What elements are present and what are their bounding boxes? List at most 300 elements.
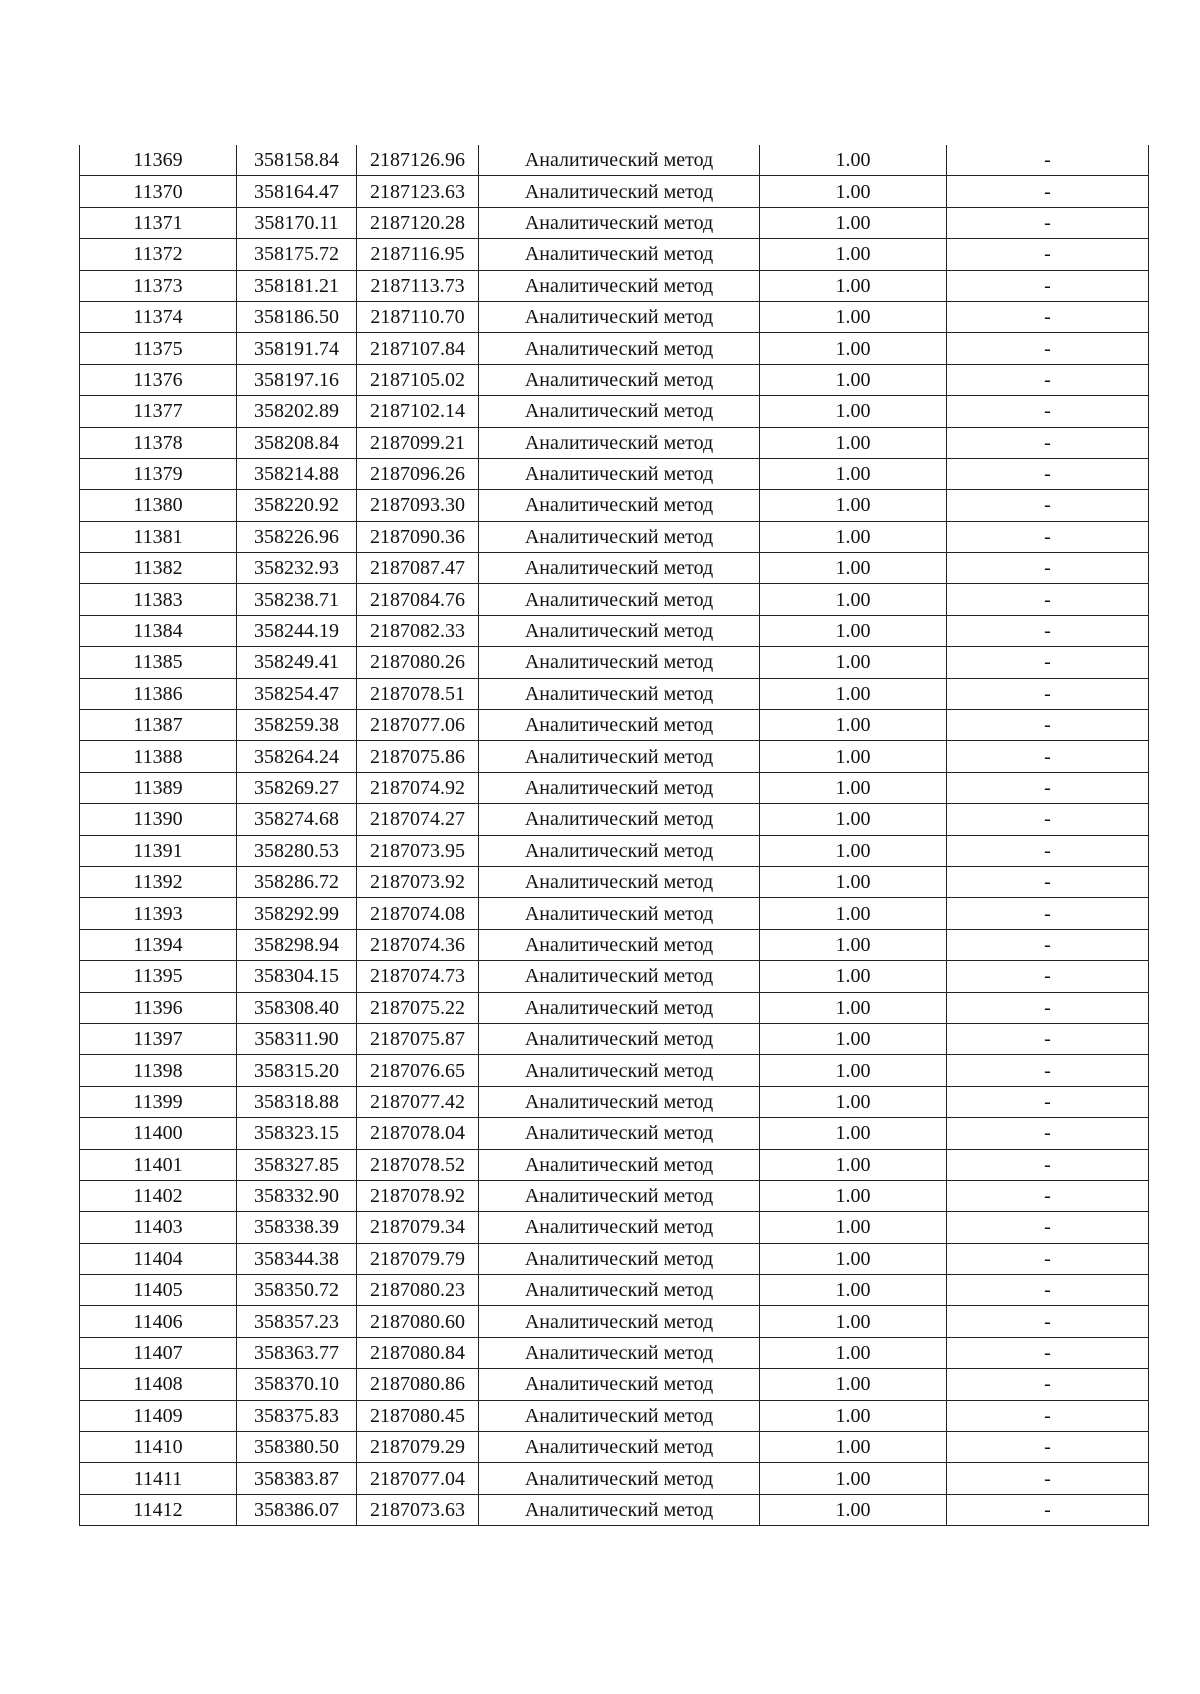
y-coordinate-cell: 2187080.26 <box>357 647 479 678</box>
accuracy-cell: 1.00 <box>760 270 947 301</box>
accuracy-cell: 1.00 <box>760 1212 947 1243</box>
description-cell: - <box>947 427 1149 458</box>
point-number-cell: 11391 <box>80 835 237 866</box>
point-number-cell: 11389 <box>80 772 237 803</box>
accuracy-cell: 1.00 <box>760 1337 947 1368</box>
point-number-cell: 11371 <box>80 207 237 238</box>
description-cell: - <box>947 1494 1149 1525</box>
x-coordinate-cell: 358202.89 <box>237 396 357 427</box>
description-cell: - <box>947 1400 1149 1431</box>
method-cell: Аналитический метод <box>479 741 760 772</box>
table-row <box>80 898 1149 929</box>
description-cell: - <box>947 866 1149 897</box>
table-row <box>80 396 1149 427</box>
x-coordinate-cell: 358208.84 <box>237 427 357 458</box>
table-row <box>80 1463 1149 1494</box>
point-number-cell: 11369 <box>80 145 237 176</box>
y-coordinate-cell: 2187073.95 <box>357 835 479 866</box>
method-cell: Аналитический метод <box>479 898 760 929</box>
description-cell: - <box>947 835 1149 866</box>
description-cell: - <box>947 710 1149 741</box>
description-cell: - <box>947 1149 1149 1180</box>
x-coordinate-cell: 358175.72 <box>237 239 357 270</box>
x-coordinate-cell: 358197.16 <box>237 364 357 395</box>
method-cell: Аналитический метод <box>479 239 760 270</box>
x-coordinate-cell: 358280.53 <box>237 835 357 866</box>
point-number-cell: 11375 <box>80 333 237 364</box>
method-cell: Аналитический метод <box>479 584 760 615</box>
point-number-cell: 11390 <box>80 804 237 835</box>
table-row <box>80 490 1149 521</box>
method-cell: Аналитический метод <box>479 176 760 207</box>
table-row <box>80 427 1149 458</box>
table-row <box>80 584 1149 615</box>
x-coordinate-cell: 358357.23 <box>237 1306 357 1337</box>
y-coordinate-cell: 2187096.26 <box>357 458 479 489</box>
y-coordinate-cell: 2187080.60 <box>357 1306 479 1337</box>
accuracy-cell: 1.00 <box>760 866 947 897</box>
point-number-cell: 11392 <box>80 866 237 897</box>
point-number-cell: 11412 <box>80 1494 237 1525</box>
description-cell: - <box>947 1055 1149 1086</box>
method-cell: Аналитический метод <box>479 207 760 238</box>
x-coordinate-cell: 358286.72 <box>237 866 357 897</box>
description-cell: - <box>947 1337 1149 1368</box>
accuracy-cell: 1.00 <box>760 333 947 364</box>
method-cell: Аналитический метод <box>479 521 760 552</box>
y-coordinate-cell: 2187082.33 <box>357 615 479 646</box>
method-cell: Аналитический метод <box>479 270 760 301</box>
description-cell: - <box>947 1023 1149 1054</box>
x-coordinate-cell: 358304.15 <box>237 961 357 992</box>
point-number-cell: 11379 <box>80 458 237 489</box>
y-coordinate-cell: 2187120.28 <box>357 207 479 238</box>
accuracy-cell: 1.00 <box>760 992 947 1023</box>
table-row <box>80 1023 1149 1054</box>
x-coordinate-cell: 358383.87 <box>237 1463 357 1494</box>
description-cell: - <box>947 301 1149 332</box>
accuracy-cell: 1.00 <box>760 584 947 615</box>
description-cell: - <box>947 1180 1149 1211</box>
point-number-cell: 11373 <box>80 270 237 301</box>
accuracy-cell: 1.00 <box>760 521 947 552</box>
point-number-cell: 11397 <box>80 1023 237 1054</box>
accuracy-cell: 1.00 <box>760 1306 947 1337</box>
accuracy-cell: 1.00 <box>760 1180 947 1211</box>
description-cell: - <box>947 553 1149 584</box>
point-number-cell: 11407 <box>80 1337 237 1368</box>
point-number-cell: 11411 <box>80 1463 237 1494</box>
point-number-cell: 11376 <box>80 364 237 395</box>
method-cell: Аналитический метод <box>479 1337 760 1368</box>
x-coordinate-cell: 358226.96 <box>237 521 357 552</box>
x-coordinate-cell: 358249.41 <box>237 647 357 678</box>
x-coordinate-cell: 358264.24 <box>237 741 357 772</box>
point-number-cell: 11382 <box>80 553 237 584</box>
y-coordinate-cell: 2187074.73 <box>357 961 479 992</box>
method-cell: Аналитический метод <box>479 929 760 960</box>
coordinates-table-body <box>80 145 1149 1526</box>
table-row <box>80 1432 1149 1463</box>
method-cell: Аналитический метод <box>479 1369 760 1400</box>
y-coordinate-cell: 2187073.63 <box>357 1494 479 1525</box>
point-number-cell: 11385 <box>80 647 237 678</box>
description-cell: - <box>947 458 1149 489</box>
accuracy-cell: 1.00 <box>760 427 947 458</box>
description-cell: - <box>947 396 1149 427</box>
point-number-cell: 11396 <box>80 992 237 1023</box>
description-cell: - <box>947 1306 1149 1337</box>
point-number-cell: 11406 <box>80 1306 237 1337</box>
x-coordinate-cell: 358338.39 <box>237 1212 357 1243</box>
point-number-cell: 11409 <box>80 1400 237 1431</box>
method-cell: Аналитический метод <box>479 615 760 646</box>
table-row <box>80 1118 1149 1149</box>
point-number-cell: 11370 <box>80 176 237 207</box>
y-coordinate-cell: 2187102.14 <box>357 396 479 427</box>
y-coordinate-cell: 2187077.06 <box>357 710 479 741</box>
table-row <box>80 992 1149 1023</box>
x-coordinate-cell: 358332.90 <box>237 1180 357 1211</box>
table-row <box>80 1494 1149 1525</box>
table-row <box>80 1400 1149 1431</box>
accuracy-cell: 1.00 <box>760 1494 947 1525</box>
method-cell: Аналитический метод <box>479 866 760 897</box>
table-row <box>80 647 1149 678</box>
accuracy-cell: 1.00 <box>760 364 947 395</box>
x-coordinate-cell: 358375.83 <box>237 1400 357 1431</box>
accuracy-cell: 1.00 <box>760 458 947 489</box>
description-cell: - <box>947 741 1149 772</box>
method-cell: Аналитический метод <box>479 301 760 332</box>
description-cell: - <box>947 364 1149 395</box>
table-row <box>80 333 1149 364</box>
method-cell: Аналитический метод <box>479 804 760 835</box>
point-number-cell: 11377 <box>80 396 237 427</box>
description-cell: - <box>947 1086 1149 1117</box>
y-coordinate-cell: 2187105.02 <box>357 364 479 395</box>
method-cell: Аналитический метод <box>479 992 760 1023</box>
y-coordinate-cell: 2187074.08 <box>357 898 479 929</box>
accuracy-cell: 1.00 <box>760 1432 947 1463</box>
y-coordinate-cell: 2187073.92 <box>357 866 479 897</box>
method-cell: Аналитический метод <box>479 1243 760 1274</box>
y-coordinate-cell: 2187079.34 <box>357 1212 479 1243</box>
description-cell: - <box>947 1118 1149 1149</box>
point-number-cell: 11394 <box>80 929 237 960</box>
method-cell: Аналитический метод <box>479 1118 760 1149</box>
table-row <box>80 458 1149 489</box>
accuracy-cell: 1.00 <box>760 1118 947 1149</box>
point-number-cell: 11395 <box>80 961 237 992</box>
table-row <box>80 1086 1149 1117</box>
accuracy-cell: 1.00 <box>760 1149 947 1180</box>
x-coordinate-cell: 358292.99 <box>237 898 357 929</box>
y-coordinate-cell: 2187099.21 <box>357 427 479 458</box>
point-number-cell: 11398 <box>80 1055 237 1086</box>
x-coordinate-cell: 358327.85 <box>237 1149 357 1180</box>
description-cell: - <box>947 1369 1149 1400</box>
method-cell: Аналитический метод <box>479 333 760 364</box>
method-cell: Аналитический метод <box>479 1275 760 1306</box>
x-coordinate-cell: 358323.15 <box>237 1118 357 1149</box>
table-row <box>80 1243 1149 1274</box>
method-cell: Аналитический метод <box>479 1494 760 1525</box>
accuracy-cell: 1.00 <box>760 961 947 992</box>
table-row <box>80 270 1149 301</box>
x-coordinate-cell: 358244.19 <box>237 615 357 646</box>
method-cell: Аналитический метод <box>479 1432 760 1463</box>
accuracy-cell: 1.00 <box>760 804 947 835</box>
method-cell: Аналитический метод <box>479 1086 760 1117</box>
table-row <box>80 866 1149 897</box>
description-cell: - <box>947 678 1149 709</box>
table-row <box>80 1306 1149 1337</box>
x-coordinate-cell: 358232.93 <box>237 553 357 584</box>
point-number-cell: 11380 <box>80 490 237 521</box>
point-number-cell: 11399 <box>80 1086 237 1117</box>
point-number-cell: 11402 <box>80 1180 237 1211</box>
method-cell: Аналитический метод <box>479 1400 760 1431</box>
description-cell: - <box>947 176 1149 207</box>
point-number-cell: 11378 <box>80 427 237 458</box>
y-coordinate-cell: 2187107.84 <box>357 333 479 364</box>
x-coordinate-cell: 358158.84 <box>237 145 357 176</box>
y-coordinate-cell: 2187116.95 <box>357 239 479 270</box>
accuracy-cell: 1.00 <box>760 678 947 709</box>
point-number-cell: 11384 <box>80 615 237 646</box>
table-row <box>80 835 1149 866</box>
x-coordinate-cell: 358269.27 <box>237 772 357 803</box>
table-row <box>80 364 1149 395</box>
x-coordinate-cell: 358238.71 <box>237 584 357 615</box>
method-cell: Аналитический метод <box>479 458 760 489</box>
table-row <box>80 615 1149 646</box>
accuracy-cell: 1.00 <box>760 1055 947 1086</box>
description-cell: - <box>947 270 1149 301</box>
point-number-cell: 11410 <box>80 1432 237 1463</box>
accuracy-cell: 1.00 <box>760 239 947 270</box>
y-coordinate-cell: 2187078.51 <box>357 678 479 709</box>
table-row <box>80 710 1149 741</box>
y-coordinate-cell: 2187077.42 <box>357 1086 479 1117</box>
accuracy-cell: 1.00 <box>760 145 947 176</box>
description-cell: - <box>947 992 1149 1023</box>
method-cell: Аналитический метод <box>479 1212 760 1243</box>
accuracy-cell: 1.00 <box>760 647 947 678</box>
y-coordinate-cell: 2187076.65 <box>357 1055 479 1086</box>
y-coordinate-cell: 2187080.45 <box>357 1400 479 1431</box>
accuracy-cell: 1.00 <box>760 1243 947 1274</box>
y-coordinate-cell: 2187074.27 <box>357 804 479 835</box>
x-coordinate-cell: 358386.07 <box>237 1494 357 1525</box>
x-coordinate-cell: 358259.38 <box>237 710 357 741</box>
method-cell: Аналитический метод <box>479 772 760 803</box>
y-coordinate-cell: 2187090.36 <box>357 521 479 552</box>
point-number-cell: 11388 <box>80 741 237 772</box>
point-number-cell: 11401 <box>80 1149 237 1180</box>
accuracy-cell: 1.00 <box>760 176 947 207</box>
description-cell: - <box>947 961 1149 992</box>
x-coordinate-cell: 358170.11 <box>237 207 357 238</box>
y-coordinate-cell: 2187123.63 <box>357 176 479 207</box>
table-row <box>80 176 1149 207</box>
description-cell: - <box>947 207 1149 238</box>
accuracy-cell: 1.00 <box>760 772 947 803</box>
table-row <box>80 1055 1149 1086</box>
point-number-cell: 11408 <box>80 1369 237 1400</box>
point-number-cell: 11387 <box>80 710 237 741</box>
description-cell: - <box>947 898 1149 929</box>
table-row <box>80 145 1149 176</box>
method-cell: Аналитический метод <box>479 1180 760 1211</box>
x-coordinate-cell: 358274.68 <box>237 804 357 835</box>
accuracy-cell: 1.00 <box>760 615 947 646</box>
method-cell: Аналитический метод <box>479 145 760 176</box>
y-coordinate-cell: 2187080.86 <box>357 1369 479 1400</box>
description-cell: - <box>947 615 1149 646</box>
table-row <box>80 678 1149 709</box>
y-coordinate-cell: 2187110.70 <box>357 301 479 332</box>
accuracy-cell: 1.00 <box>760 1275 947 1306</box>
point-number-cell: 11404 <box>80 1243 237 1274</box>
y-coordinate-cell: 2187087.47 <box>357 553 479 584</box>
point-number-cell: 11381 <box>80 521 237 552</box>
accuracy-cell: 1.00 <box>760 301 947 332</box>
table-row <box>80 961 1149 992</box>
x-coordinate-cell: 358363.77 <box>237 1337 357 1368</box>
y-coordinate-cell: 2187080.23 <box>357 1275 479 1306</box>
point-number-cell: 11403 <box>80 1212 237 1243</box>
x-coordinate-cell: 358298.94 <box>237 929 357 960</box>
description-cell: - <box>947 333 1149 364</box>
point-number-cell: 11386 <box>80 678 237 709</box>
accuracy-cell: 1.00 <box>760 835 947 866</box>
y-coordinate-cell: 2187080.84 <box>357 1337 479 1368</box>
method-cell: Аналитический метод <box>479 396 760 427</box>
x-coordinate-cell: 358220.92 <box>237 490 357 521</box>
description-cell: - <box>947 521 1149 552</box>
point-number-cell: 11372 <box>80 239 237 270</box>
table-row <box>80 1180 1149 1211</box>
point-number-cell: 11405 <box>80 1275 237 1306</box>
description-cell: - <box>947 1243 1149 1274</box>
y-coordinate-cell: 2187093.30 <box>357 490 479 521</box>
description-cell: - <box>947 239 1149 270</box>
table-row <box>80 553 1149 584</box>
accuracy-cell: 1.00 <box>760 207 947 238</box>
method-cell: Аналитический метод <box>479 835 760 866</box>
description-cell: - <box>947 647 1149 678</box>
accuracy-cell: 1.00 <box>760 396 947 427</box>
y-coordinate-cell: 2187126.96 <box>357 145 479 176</box>
description-cell: - <box>947 772 1149 803</box>
accuracy-cell: 1.00 <box>760 898 947 929</box>
x-coordinate-cell: 358318.88 <box>237 1086 357 1117</box>
y-coordinate-cell: 2187074.92 <box>357 772 479 803</box>
x-coordinate-cell: 358315.20 <box>237 1055 357 1086</box>
accuracy-cell: 1.00 <box>760 1369 947 1400</box>
method-cell: Аналитический метод <box>479 710 760 741</box>
y-coordinate-cell: 2187075.22 <box>357 992 479 1023</box>
x-coordinate-cell: 358254.47 <box>237 678 357 709</box>
accuracy-cell: 1.00 <box>760 1463 947 1494</box>
description-cell: - <box>947 1212 1149 1243</box>
accuracy-cell: 1.00 <box>760 710 947 741</box>
method-cell: Аналитический метод <box>479 1306 760 1337</box>
table-row <box>80 741 1149 772</box>
point-number-cell: 11383 <box>80 584 237 615</box>
method-cell: Аналитический метод <box>479 1149 760 1180</box>
y-coordinate-cell: 2187078.04 <box>357 1118 479 1149</box>
accuracy-cell: 1.00 <box>760 1400 947 1431</box>
accuracy-cell: 1.00 <box>760 929 947 960</box>
table-row <box>80 521 1149 552</box>
y-coordinate-cell: 2187084.76 <box>357 584 479 615</box>
table-row <box>80 804 1149 835</box>
x-coordinate-cell: 358370.10 <box>237 1369 357 1400</box>
table-row <box>80 929 1149 960</box>
method-cell: Аналитический метод <box>479 678 760 709</box>
table-row <box>80 1369 1149 1400</box>
method-cell: Аналитический метод <box>479 553 760 584</box>
y-coordinate-cell: 2187074.36 <box>357 929 479 960</box>
method-cell: Аналитический метод <box>479 1023 760 1054</box>
y-coordinate-cell: 2187077.04 <box>357 1463 479 1494</box>
x-coordinate-cell: 358164.47 <box>237 176 357 207</box>
x-coordinate-cell: 358311.90 <box>237 1023 357 1054</box>
table-row <box>80 772 1149 803</box>
method-cell: Аналитический метод <box>479 1463 760 1494</box>
x-coordinate-cell: 358380.50 <box>237 1432 357 1463</box>
description-cell: - <box>947 929 1149 960</box>
description-cell: - <box>947 804 1149 835</box>
accuracy-cell: 1.00 <box>760 490 947 521</box>
y-coordinate-cell: 2187075.87 <box>357 1023 479 1054</box>
x-coordinate-cell: 358344.38 <box>237 1243 357 1274</box>
accuracy-cell: 1.00 <box>760 1086 947 1117</box>
y-coordinate-cell: 2187113.73 <box>357 270 479 301</box>
table-row <box>80 1212 1149 1243</box>
point-number-cell: 11393 <box>80 898 237 929</box>
table-row <box>80 1275 1149 1306</box>
y-coordinate-cell: 2187075.86 <box>357 741 479 772</box>
point-number-cell: 11400 <box>80 1118 237 1149</box>
description-cell: - <box>947 1432 1149 1463</box>
accuracy-cell: 1.00 <box>760 1023 947 1054</box>
point-number-cell: 11374 <box>80 301 237 332</box>
description-cell: - <box>947 145 1149 176</box>
description-cell: - <box>947 490 1149 521</box>
x-coordinate-cell: 358181.21 <box>237 270 357 301</box>
method-cell: Аналитический метод <box>479 427 760 458</box>
method-cell: Аналитический метод <box>479 1055 760 1086</box>
table-row <box>80 1149 1149 1180</box>
y-coordinate-cell: 2187078.92 <box>357 1180 479 1211</box>
table-row <box>80 1337 1149 1368</box>
x-coordinate-cell: 358191.74 <box>237 333 357 364</box>
table-row <box>80 207 1149 238</box>
y-coordinate-cell: 2187079.79 <box>357 1243 479 1274</box>
x-coordinate-cell: 358350.72 <box>237 1275 357 1306</box>
description-cell: - <box>947 584 1149 615</box>
x-coordinate-cell: 358214.88 <box>237 458 357 489</box>
coordinates-table <box>79 145 1149 1526</box>
method-cell: Аналитический метод <box>479 961 760 992</box>
description-cell: - <box>947 1275 1149 1306</box>
x-coordinate-cell: 358186.50 <box>237 301 357 332</box>
y-coordinate-cell: 2187078.52 <box>357 1149 479 1180</box>
